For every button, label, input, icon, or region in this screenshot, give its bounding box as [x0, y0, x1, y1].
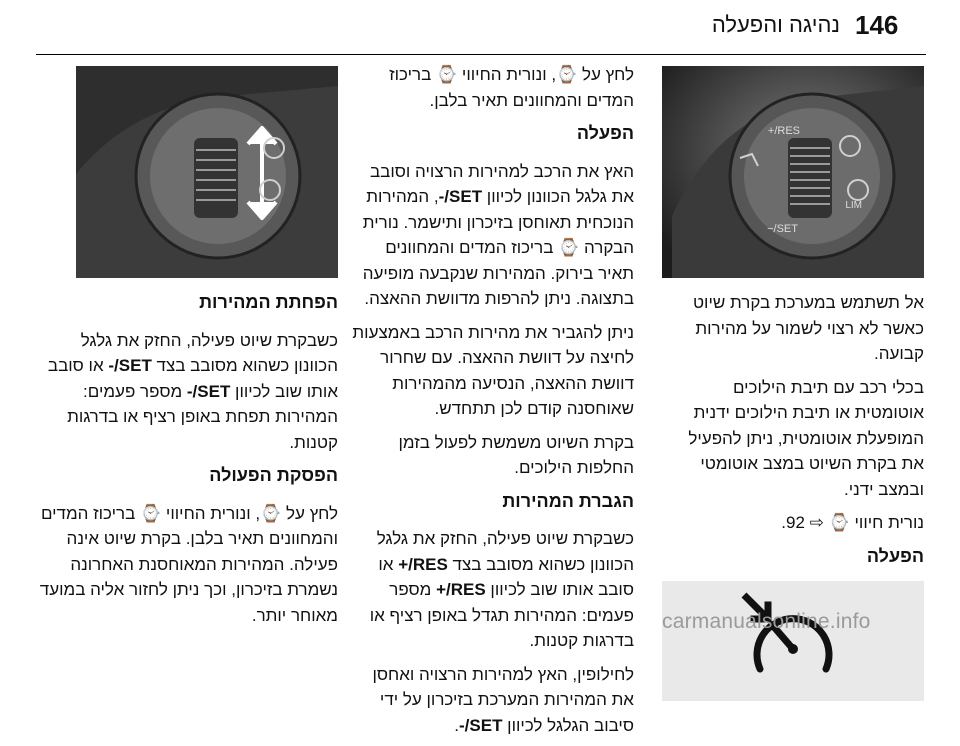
- left-paragraph-2: לחץ על ⌚, ונורית החיווי ⌚ בריכוז המדים והמחוונים תאיר בלבן. בקרת שיוט אינה פעילה. המהירות המאוחסנת האחרונה נשמרת בזיכרון, וכך ניתן לחזור אליה במועד מאוחר יותר.: [39, 503, 338, 625]
- left-heading-deactivation: הפסקת הפעולה: [209, 465, 338, 485]
- lim-label: LIM: [845, 200, 862, 211]
- right-column: [662, 66, 924, 701]
- mid-paragraph-1: לחץ על ⌚, ונורית החיווי ⌚ בריכוז המדים והמחוונים תאיר בלבן.: [389, 65, 634, 110]
- left-paragraph-1: כשבקרת שיוט פעילה, החזק את גלגל הכוונון כשהוא מסובב בצד SET/- או סובב אותו שוב לכיוון SET/- מספר פעמים: המהירות תפחת באופן רציף או בדרגות קטנות.: [47, 330, 338, 452]
- header-divider: [36, 54, 926, 55]
- right-heading: הפעלה: [866, 545, 924, 566]
- mid-paragraph-2: האץ את הרכב למהירות הרצויה וסובב את גלגל הכוונון לכיוון SET/-, המהירות הנוכחית תאוחסן בזיכרון ותישמר. נורית הבקרה ⌚ בריכוז המדים והמחוונים תאיר בירוק. המהירות שנקבעה מופיעה בתצוגה. ניתן להרפות מדוושת ההאצה.: [362, 161, 634, 308]
- watermark: carmanualsonline.info: [662, 610, 871, 633]
- right-paragraph-3: נורית חיווי ⌚ ⇨ 92.: [781, 513, 924, 532]
- right-paragraph-1: אל תשתמש במערכת בקרת שיוט כאשר לא רצוי לשמור על מהירות קבועה.: [692, 293, 924, 363]
- set-label: SET/−: [767, 223, 798, 235]
- mid-paragraph-4: בקרת השיוט משמשת לפעול בזמן החלפות הילוכים.: [398, 432, 634, 477]
- page-header: [0, 0, 960, 56]
- mid-heading-activation: הפעלה: [576, 123, 634, 143]
- steering-wheel-photo-arrow: [76, 66, 338, 278]
- mid-paragraph-3: ניתן להגביר את מהירות הרכב באמצעות לחיצה על דוושת ההאצה. עם שחרור דוושת ההאצה, הנסיעה מהמהירות שאוחסנה קודם לכן תתחדש.: [352, 322, 634, 418]
- mid-paragraph-6: לחילופין, האץ למהירות הרצויה ואחסן את המהירות המערכת בזיכרון על ידי סיבוב הגלגל לכיוון SET/-.: [372, 664, 634, 735]
- right-paragraph-2: בכלי רכב עם תיבת הילוכים אוטומטית או תיבת הילוכים ידנית המופעלת אוטומטית, ניתן להפעיל את בקרת השיוט במצב אוטומטי ובמצב ידני.: [688, 377, 924, 499]
- res-label: RES/+: [767, 125, 800, 137]
- page-number: 146: [855, 10, 899, 40]
- middle-column: [352, 62, 634, 746]
- cruise-control-icon: [662, 581, 924, 701]
- steering-wheel-photo: [662, 66, 924, 278]
- left-heading-decrease: הפחתת המהירות: [199, 292, 338, 312]
- page-title: נהיגה והפעלה: [711, 12, 840, 37]
- mid-paragraph-5: כשבקרת שיוט פעילה, החזק את גלגל הכוונון כשהוא מסובב בצד RES/+ או סובב אותו שוב לכיוון RES/+ מספר פעמים: המהירות תגדל באופן רציף או בדרגות קטנות.: [369, 529, 634, 650]
- left-column: [38, 66, 338, 636]
- mid-heading-increase: הגברת המהירות: [502, 490, 634, 511]
